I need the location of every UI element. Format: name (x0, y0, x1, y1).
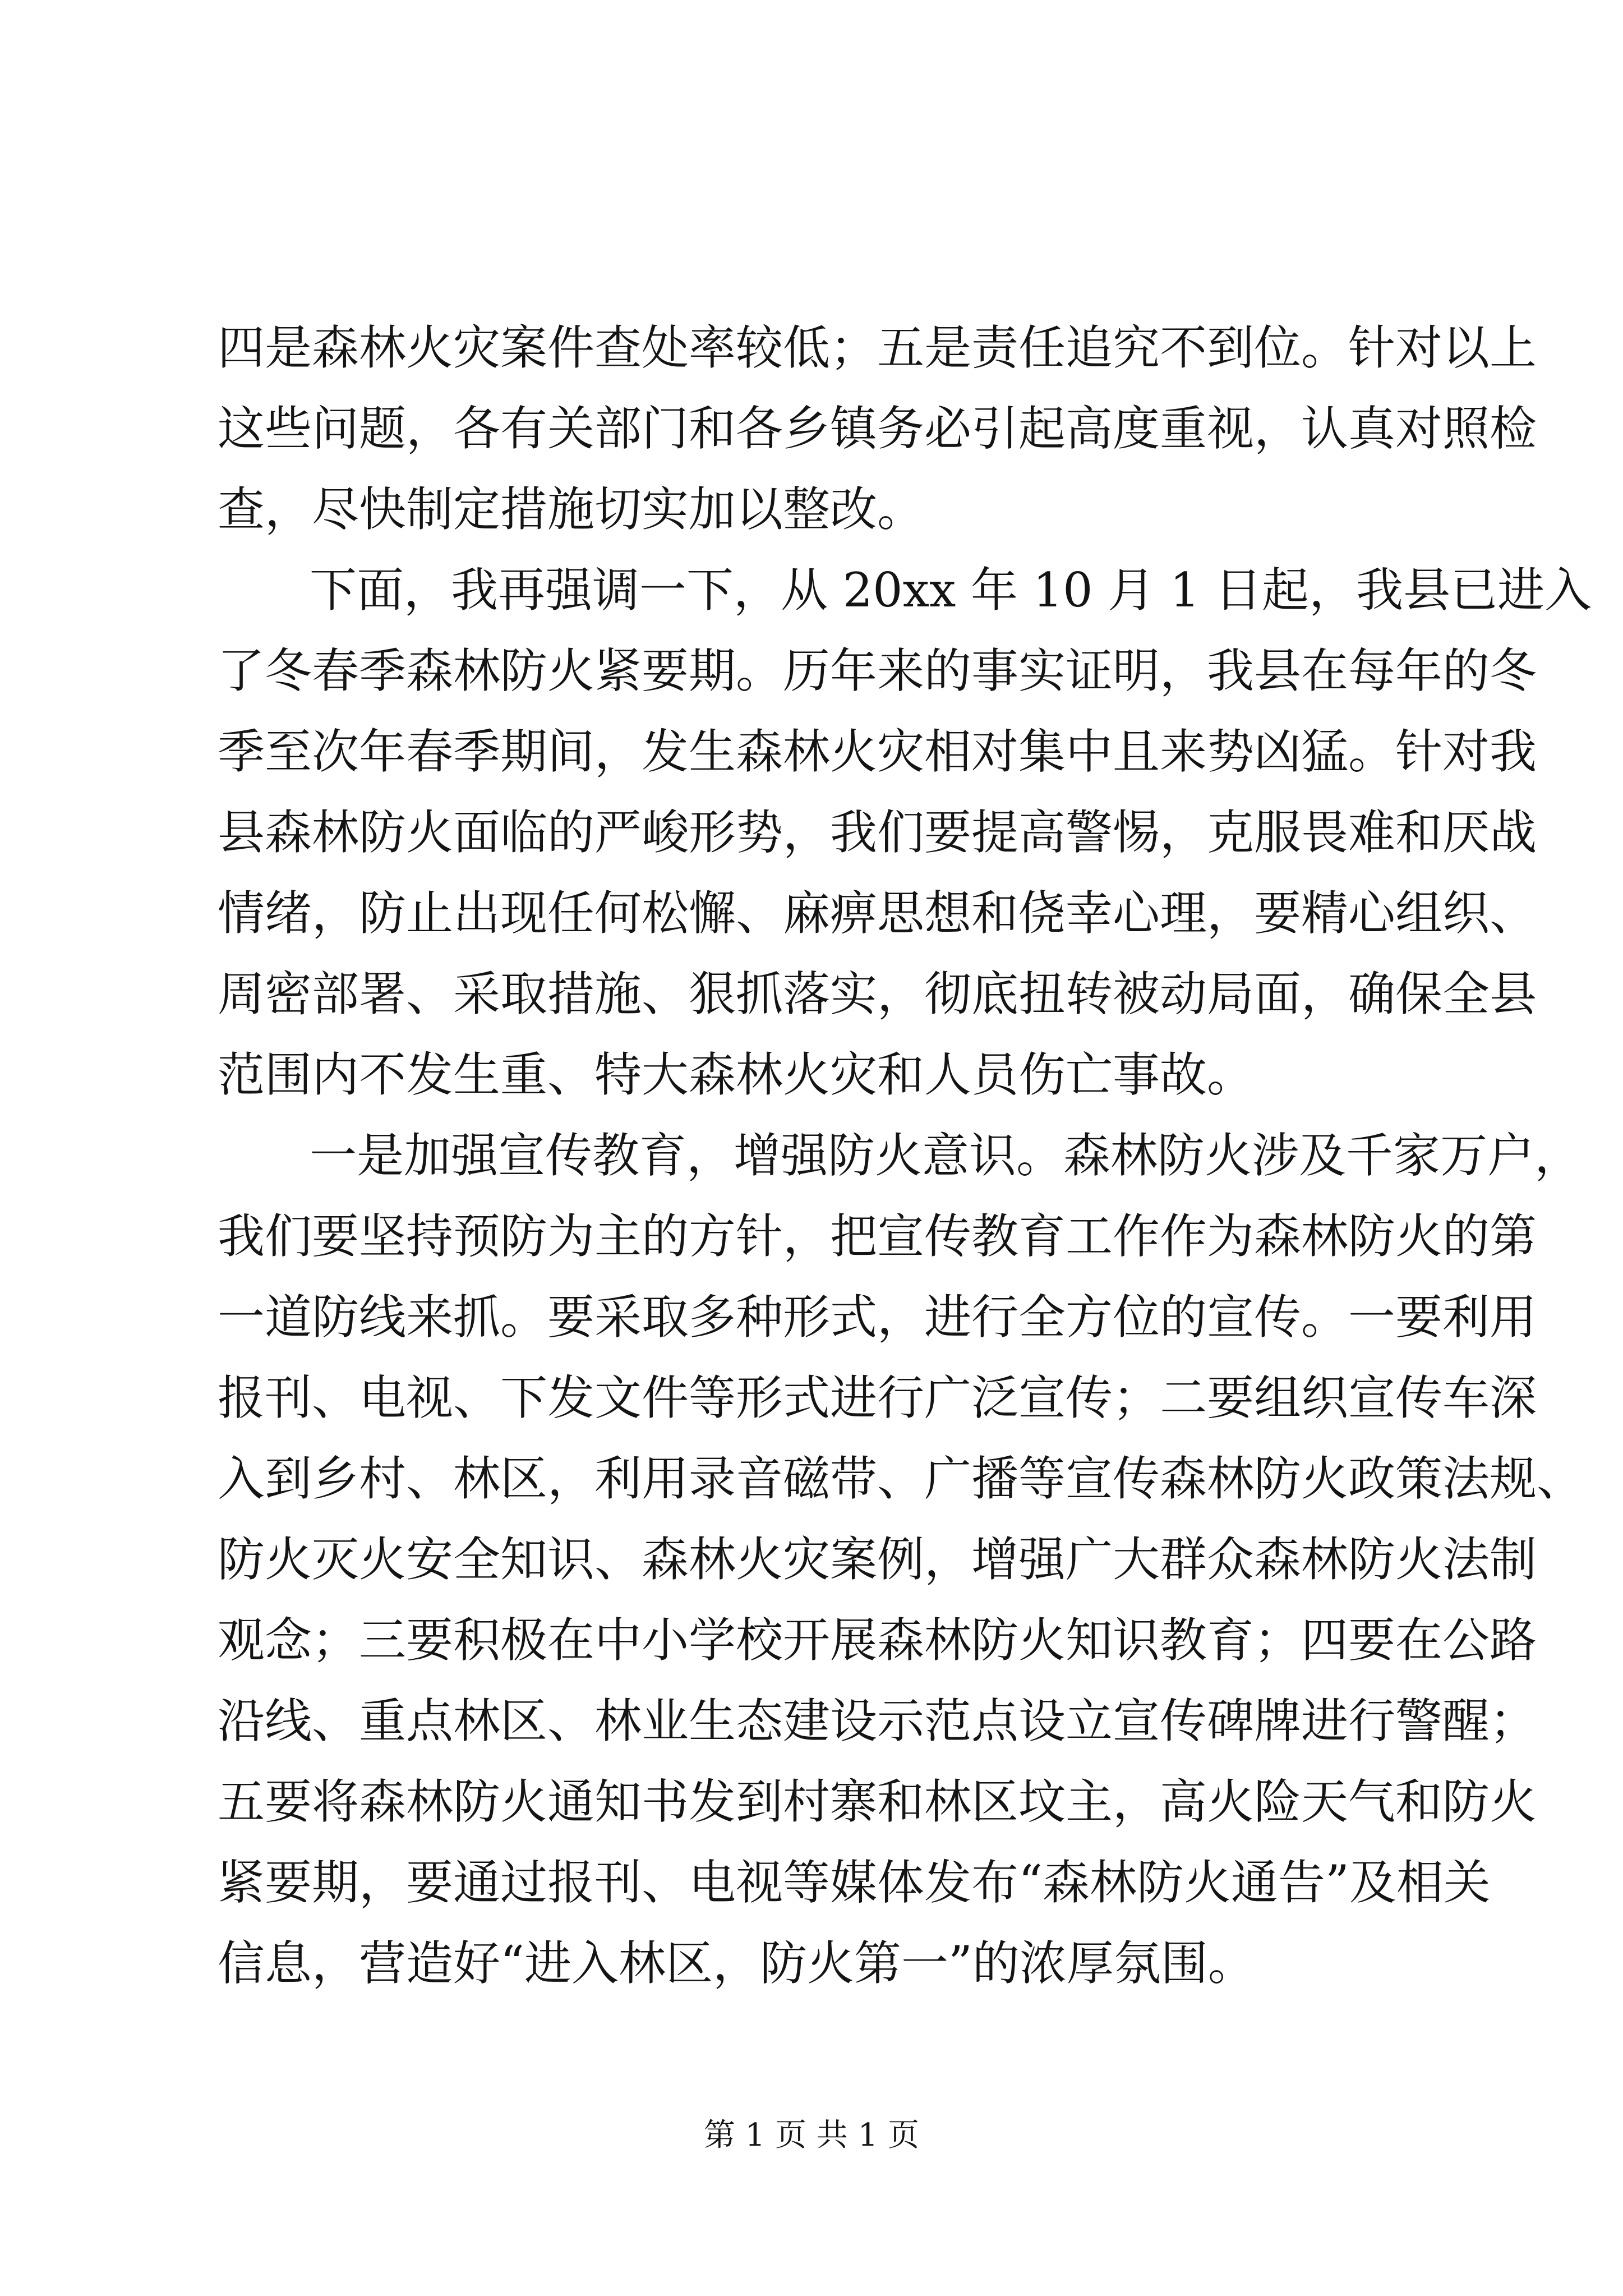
text-line: 沿线、重点林区、林业生态建设示范点设立宣传碑牌进行警醒； (218, 1694, 1537, 1749)
text-line: 季至次年春季期间，发生森林火灾相对集中且来势凶猛。针对我 (218, 724, 1537, 779)
text-line: 四是森林火灾案件查处率较低；五是责任追究不到位。针对以上 (218, 320, 1537, 375)
text-line: 周密部署、采取措施、狠抓落实，彻底扭转被动局面，确保全县 (218, 967, 1537, 1022)
text-line: 下面，我再强调一下，从 20xx 年 10 月 1 日起，我县已进入 (310, 563, 1592, 618)
text-line: 查，尽快制定措施切实加以整改。 (218, 482, 925, 537)
text-line: 县森林防火面临的严峻形势，我们要提高警惕，克服畏难和厌战 (218, 805, 1537, 860)
text-line: 了冬春季森林防火紧要期。历年来的事实证明，我县在每年的冬 (218, 643, 1537, 698)
text-line: 我们要坚持预防为主的方针，把宣传教育工作作为森林防火的第 (218, 1209, 1537, 1264)
document-body (218, 307, 1592, 2004)
page-footer: 第 1 页 共 1 页 (703, 2117, 920, 2154)
text-line: 这些问题，各有关部门和各乡镇务必引起高度重视，认真对照检 (218, 401, 1537, 456)
text-line: 一是加强宣传教育，增强防火意识。森林防火涉及千家万户， (310, 1128, 1582, 1183)
text-line: 观念；三要积极在中小学校开展森林防火知识教育；四要在公路 (218, 1613, 1537, 1668)
text-line: 防火灭火安全知识、森林火灾案例，增强广大群众森林防火法制 (218, 1532, 1537, 1587)
paragraph (218, 550, 1592, 1115)
text-line: 信息，营造好“进入林区，防火第一”的浓厚氛围。 (218, 1936, 1255, 1991)
text-line: 情绪，防止出现任何松懈、麻痹思想和侥幸心理，要精心组织、 (218, 886, 1537, 941)
text-line: 范围内不发生重、特大森林火灾和人员伤亡事故。 (218, 1047, 1255, 1102)
paragraph (218, 1115, 1584, 2004)
paragraph (218, 307, 1537, 550)
text-line: 紧要期，要通过报刊、电视等媒体发布“森林防火通告”及相关 (218, 1855, 1491, 1910)
text-line: 入到乡村、林区，利用录音磁带、广播等宣传森林防火政策法规、 (218, 1451, 1584, 1506)
text-line: 一道防线来抓。要采取多种形式，进行全方位的宣传。一要利用 (218, 1290, 1537, 1345)
text-line: 报刊、电视、下发文件等形式进行广泛宣传；二要组织宣传车深 (218, 1370, 1537, 1425)
text-line: 五要将森林防火通知书发到村寨和林区坟主，高火险天气和防火 (218, 1774, 1537, 1829)
